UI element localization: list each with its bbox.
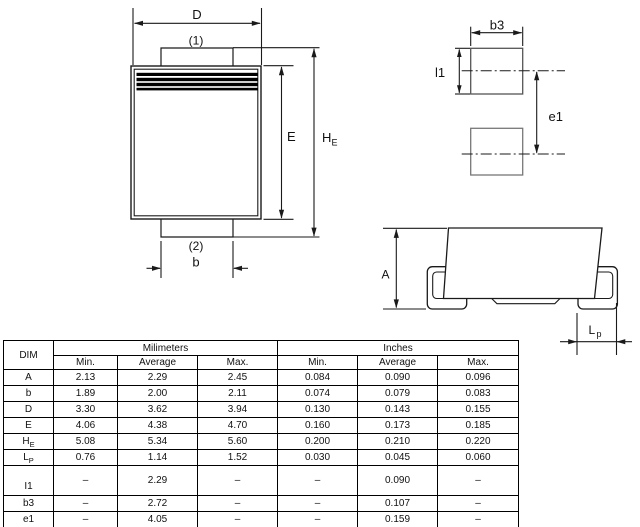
- table-header-millimeters: Milimeters: [54, 341, 278, 356]
- value-cell: 2.29: [118, 466, 198, 496]
- value-cell: 4.06: [54, 418, 118, 434]
- value-cell: 0.096: [438, 370, 519, 386]
- value-cell: 5.34: [118, 434, 198, 450]
- value-cell: 2.13: [54, 370, 118, 386]
- value-cell: 1.14: [118, 450, 198, 466]
- value-cell: –: [54, 512, 118, 527]
- value-cell: 0.130: [278, 402, 358, 418]
- dim-cell: $L_P$: [4, 450, 54, 466]
- arrowhead-icon: [457, 49, 462, 57]
- dim-b-label: b: [192, 254, 200, 270]
- arrowhead-icon: [616, 339, 625, 344]
- arrowhead-icon: [152, 266, 161, 271]
- table-row: [4, 450, 519, 466]
- value-cell: –: [54, 466, 118, 496]
- dim-b3-label: b3: [489, 17, 505, 33]
- value-cell: 2.45: [198, 370, 278, 386]
- dim-l1-label: l1: [434, 65, 446, 80]
- arrowhead-icon: [534, 145, 539, 154]
- dim-E-label: E: [287, 129, 296, 144]
- value-cell: 0.155: [438, 402, 519, 418]
- table-row: [4, 402, 519, 418]
- value-cell: 0.76: [54, 450, 118, 466]
- dim-cell: E: [4, 418, 54, 434]
- value-cell: 2.72: [118, 496, 198, 512]
- dim-Lp-subscript: p: [596, 329, 602, 339]
- dim-cell: D: [4, 402, 54, 418]
- value-cell: –: [198, 466, 278, 496]
- value-cell: 0.079: [358, 386, 438, 402]
- value-cell: 2.29: [118, 370, 198, 386]
- value-cell: 0.090: [358, 370, 438, 386]
- table-row: [4, 512, 519, 527]
- value-cell: 0.107: [358, 496, 438, 512]
- table-subheader-in-avg: Average: [358, 356, 438, 370]
- value-cell: 0.143: [358, 402, 438, 418]
- value-cell: –: [54, 496, 118, 512]
- value-cell: –: [278, 512, 358, 527]
- value-cell: 4.05: [118, 512, 198, 527]
- value-cell: 0.060: [438, 450, 519, 466]
- value-cell: 0.200: [278, 434, 358, 450]
- pin2-label: (2): [188, 239, 204, 253]
- value-cell: –: [278, 466, 358, 496]
- value-cell: 4.38: [118, 418, 198, 434]
- dim-cell: e1: [4, 512, 54, 527]
- value-cell: –: [198, 496, 278, 512]
- dim-Lp-label: L: [588, 323, 596, 337]
- arrowhead-icon: [233, 266, 242, 271]
- dimension-e1: [534, 71, 539, 153]
- land-pad-bottom: [471, 128, 523, 175]
- dim-D-label: D: [192, 7, 202, 22]
- arrowhead-icon: [311, 48, 316, 57]
- arrowhead-icon: [471, 30, 480, 35]
- table-row: [4, 386, 519, 402]
- value-cell: 0.210: [358, 434, 438, 450]
- value-cell: 2.11: [198, 386, 278, 402]
- arrowhead-icon: [513, 30, 522, 35]
- value-cell: 0.045: [358, 450, 438, 466]
- value-cell: 0.159: [358, 512, 438, 527]
- dim-e1-label: e1: [548, 109, 563, 124]
- value-cell: 5.08: [54, 434, 118, 450]
- dim-cell: b: [4, 386, 54, 402]
- value-cell: 1.52: [198, 450, 278, 466]
- dim-cell: $H_E$: [4, 434, 54, 450]
- dim-cell: b3: [4, 496, 54, 512]
- arrowhead-icon: [394, 229, 399, 238]
- side-body: [444, 228, 603, 299]
- dim-HE-label: H: [322, 130, 332, 145]
- value-cell: –: [198, 512, 278, 527]
- front-bottom-terminal: [161, 220, 233, 238]
- arrowhead-icon: [568, 339, 577, 344]
- value-cell: 0.173: [358, 418, 438, 434]
- table-row: [4, 434, 519, 450]
- value-cell: 2.00: [118, 386, 198, 402]
- value-cell: 3.30: [54, 402, 118, 418]
- value-cell: 1.89: [54, 386, 118, 402]
- value-cell: –: [438, 512, 519, 527]
- value-cell: 0.084: [278, 370, 358, 386]
- table-subheader-in-min: Min.: [278, 356, 358, 370]
- dim-A-label: A: [381, 267, 390, 282]
- value-cell: 3.62: [118, 402, 198, 418]
- arrowhead-icon: [252, 21, 261, 26]
- land-pattern: [455, 27, 565, 175]
- table-row: [4, 370, 519, 386]
- value-cell: 0.220: [438, 434, 519, 450]
- table-row: [4, 418, 519, 434]
- value-cell: 5.60: [198, 434, 278, 450]
- value-cell: 4.70: [198, 418, 278, 434]
- side-body-notch: [492, 299, 560, 304]
- dim-cell: A: [4, 370, 54, 386]
- dimension-table: [3, 340, 519, 527]
- table-header-dim: DIM: [4, 341, 54, 370]
- pin1-label: (1): [188, 33, 204, 48]
- dim-HE-subscript: E: [331, 137, 338, 148]
- value-cell: 0.090: [358, 466, 438, 496]
- table-body: [4, 370, 519, 527]
- arrowhead-icon: [311, 228, 316, 237]
- value-cell: 3.94: [198, 402, 278, 418]
- value-cell: –: [438, 496, 519, 512]
- value-cell: –: [438, 466, 519, 496]
- table-subheader-mm-avg: Average: [118, 356, 198, 370]
- arrowhead-icon: [134, 21, 143, 26]
- arrowhead-icon: [279, 66, 284, 75]
- front-top-terminal: [161, 48, 233, 66]
- table-header-inches: Inches: [278, 341, 519, 356]
- table-row: [4, 466, 519, 496]
- value-cell: –: [278, 496, 358, 512]
- table-subheader-in-max: Max.: [438, 356, 519, 370]
- table-row: [4, 496, 519, 512]
- arrowhead-icon: [279, 210, 284, 219]
- value-cell: 0.083: [438, 386, 519, 402]
- table-subheader-mm-max: Max.: [198, 356, 278, 370]
- value-cell: 0.160: [278, 418, 358, 434]
- table-subheader-mm-min: Min.: [54, 356, 118, 370]
- arrowhead-icon: [457, 85, 462, 93]
- value-cell: 0.185: [438, 418, 519, 434]
- value-cell: 0.074: [278, 386, 358, 402]
- dim-cell: I1: [4, 466, 54, 496]
- arrowhead-icon: [394, 299, 399, 308]
- arrowhead-icon: [534, 71, 539, 80]
- value-cell: 0.030: [278, 450, 358, 466]
